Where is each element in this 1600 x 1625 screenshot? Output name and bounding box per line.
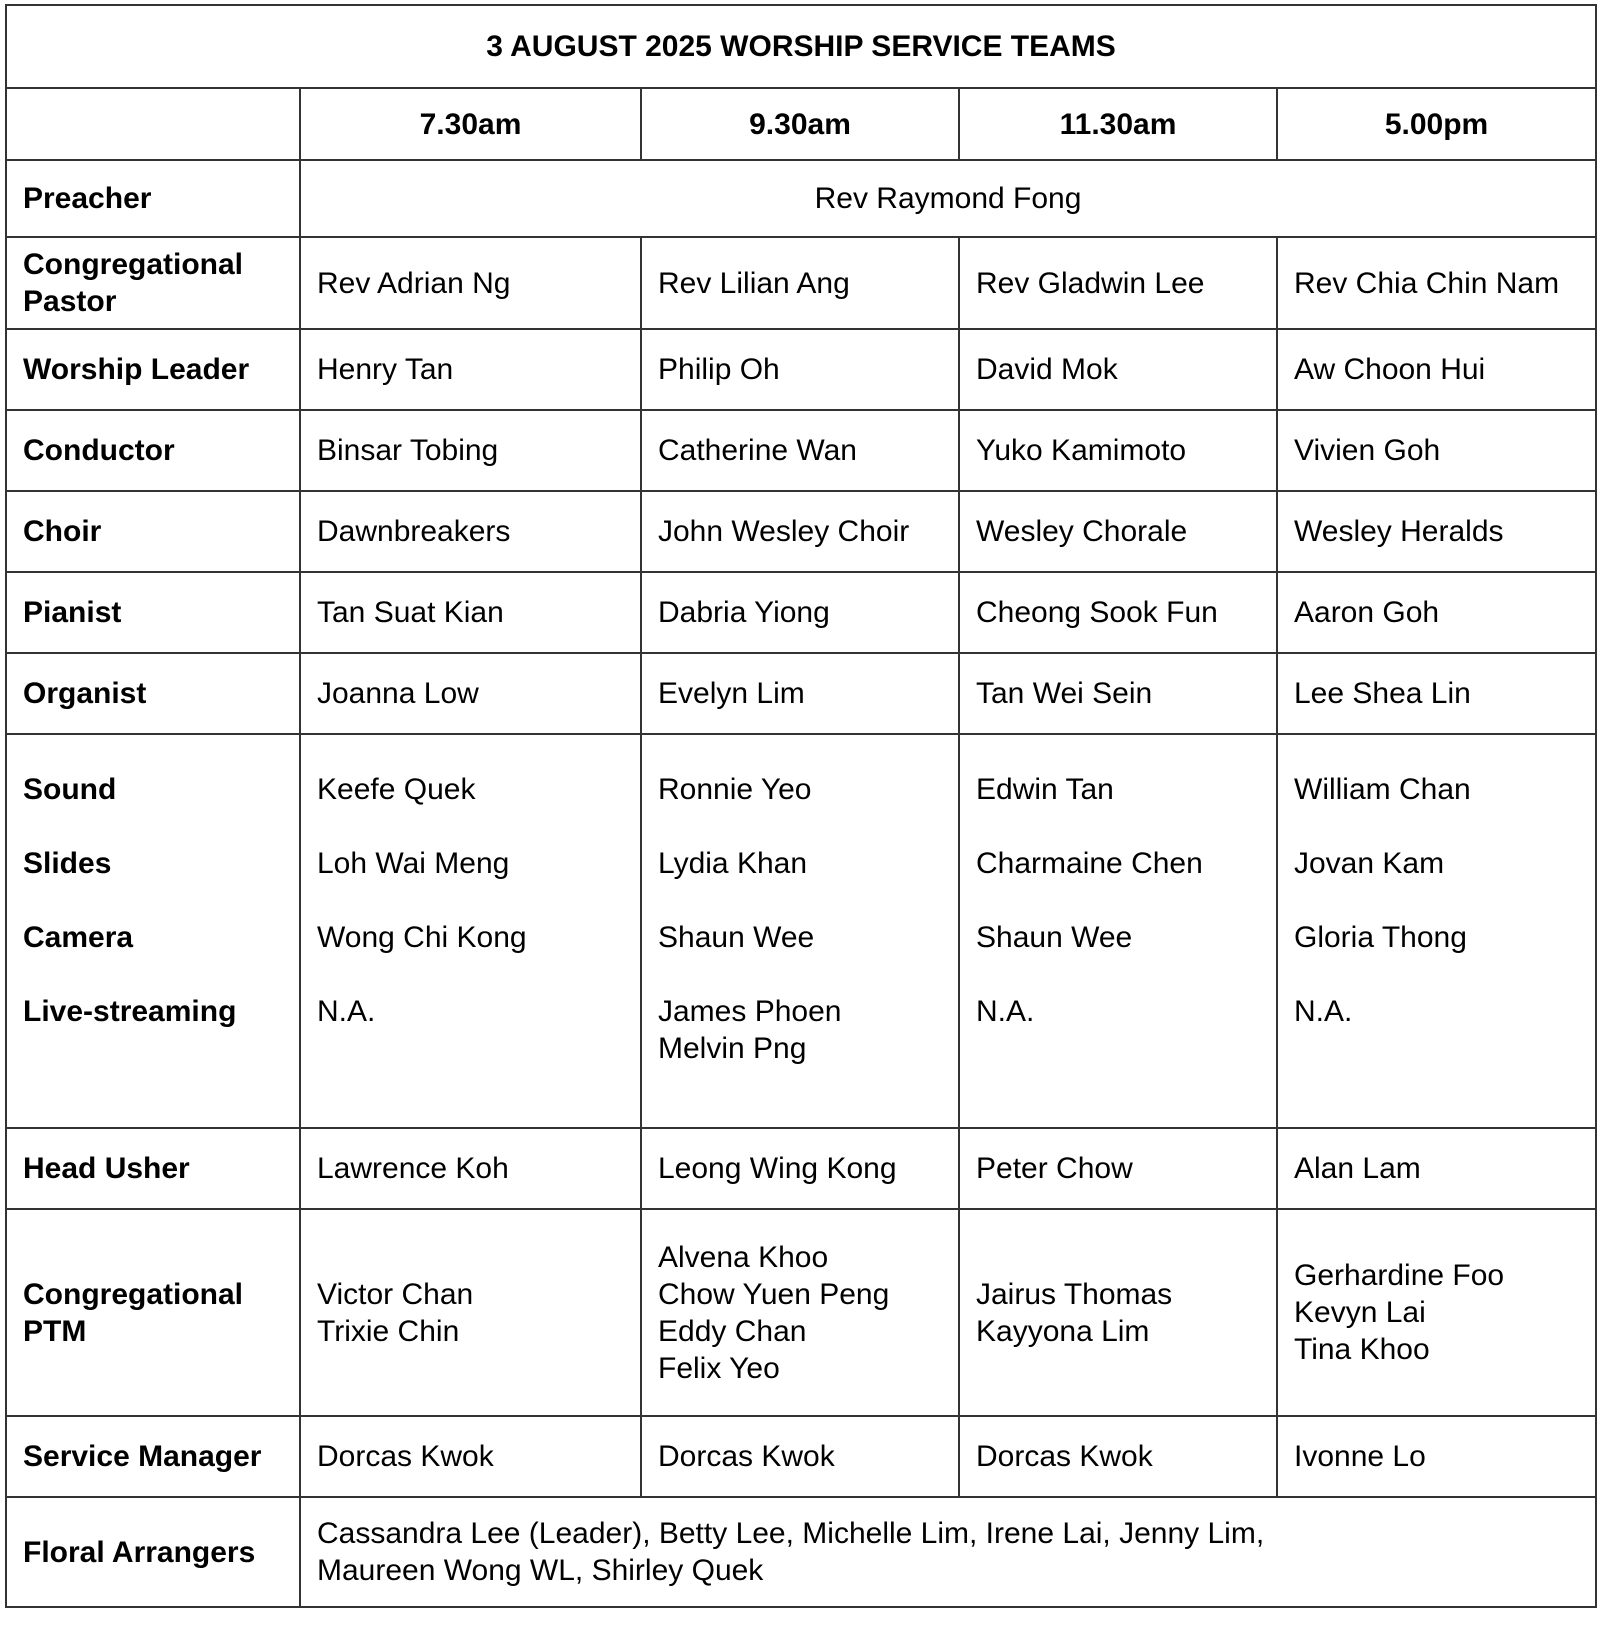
service-manager-row — [6, 1416, 1596, 1497]
time-1130: 11.30am — [959, 88, 1277, 160]
time-1700: 5.00pm — [1277, 88, 1596, 160]
floral-row — [6, 1497, 1596, 1607]
cell-value: Dorcas Kwok — [300, 1416, 641, 1497]
worship-roster-table — [5, 4, 1597, 1608]
cell-value: Ivonne Lo — [1277, 1416, 1596, 1497]
cell-value — [1277, 1209, 1596, 1416]
role-label-line: Pastor — [23, 285, 117, 318]
cell-value: Leong Wing Kong — [641, 1128, 959, 1209]
cell-value: John Wesley Choir — [641, 491, 959, 572]
ptm-name: Trixie Chin — [317, 1314, 460, 1348]
cell-value: Rev Chia Chin Nam — [1277, 237, 1596, 329]
cell-value: Vivien Goh — [1277, 410, 1596, 491]
cell-value: Aw Choon Hui — [1277, 329, 1596, 410]
ptm-name: Victor Chan — [317, 1277, 474, 1311]
cell-value: Wesley Heralds — [1277, 491, 1596, 572]
camera-name: Shaun Wee — [658, 921, 815, 954]
cell-value: Rev Lilian Ang — [641, 237, 959, 329]
preacher-name: Rev Raymond Fong — [300, 160, 1596, 237]
pianist-row — [6, 572, 1596, 653]
role-label: Service Manager — [6, 1416, 300, 1497]
sound-name: Keefe Quek — [317, 773, 476, 806]
slides-name: Loh Wai Meng — [317, 847, 510, 880]
header-empty-cell — [6, 88, 300, 160]
cell-value — [959, 1209, 1277, 1416]
role-label — [6, 734, 300, 1128]
cell-value: Lee Shea Lin — [1277, 653, 1596, 734]
cell-value: Peter Chow — [959, 1128, 1277, 1209]
live-streaming-name: N.A. — [1294, 995, 1353, 1028]
role-label: Organist — [6, 653, 300, 734]
camera-name: Shaun Wee — [976, 921, 1133, 954]
cell-value: Lawrence Koh — [300, 1128, 641, 1209]
cell-value — [641, 734, 959, 1128]
cell-value: Tan Suat Kian — [300, 572, 641, 653]
page-title: 3 AUGUST 2025 WORSHIP SERVICE TEAMS — [6, 5, 1596, 88]
pastor-row — [6, 237, 1596, 329]
cell-value — [1277, 734, 1596, 1128]
ptm-name: Kayyona Lim — [976, 1314, 1150, 1348]
cell-value: Henry Tan — [300, 329, 641, 410]
floral-line: Maureen Wong WL, Shirley Quek — [317, 1554, 764, 1587]
role-label: Floral Arrangers — [6, 1497, 300, 1607]
sound-name: William Chan — [1294, 773, 1471, 806]
cell-value: Dorcas Kwok — [959, 1416, 1277, 1497]
role-label-slides: Slides — [23, 847, 112, 880]
organist-row — [6, 653, 1596, 734]
cell-value — [300, 734, 641, 1128]
live-streaming-name: James Phoen — [658, 995, 842, 1028]
role-label-line: Congregational — [23, 1277, 244, 1311]
cell-value: Dawnbreakers — [300, 491, 641, 572]
floral-names — [300, 1497, 1596, 1607]
cell-value: Yuko Kamimoto — [959, 410, 1277, 491]
cell-value: Rev Adrian Ng — [300, 237, 641, 329]
ptm-name: Jairus Thomas — [976, 1277, 1173, 1311]
role-label — [6, 237, 300, 329]
cell-value: Catherine Wan — [641, 410, 959, 491]
role-label — [6, 1209, 300, 1416]
floral-line: Cassandra Lee (Leader), Betty Lee, Michelle Lim, Irene Lai, Jenny Lim, — [317, 1517, 1265, 1550]
role-label-line: PTM — [23, 1314, 87, 1348]
conductor-row — [6, 410, 1596, 491]
role-label: Pianist — [6, 572, 300, 653]
ptm-name: Tina Khoo — [1294, 1333, 1430, 1366]
camera-name: Wong Chi Kong — [317, 921, 527, 954]
cell-value: Cheong Sook Fun — [959, 572, 1277, 653]
ptm-row — [6, 1209, 1596, 1416]
cell-value: Dabria Yiong — [641, 572, 959, 653]
sound-name: Edwin Tan — [976, 773, 1114, 806]
role-label-camera: Camera — [23, 921, 134, 954]
live-streaming-name: N.A. — [976, 995, 1035, 1028]
choir-row — [6, 491, 1596, 572]
role-label: Worship Leader — [6, 329, 300, 410]
cell-value: Wesley Chorale — [959, 491, 1277, 572]
role-label: Conductor — [6, 410, 300, 491]
cell-value: David Mok — [959, 329, 1277, 410]
slides-name: Lydia Khan — [658, 847, 808, 880]
cell-value: Evelyn Lim — [641, 653, 959, 734]
cell-value: Joanna Low — [300, 653, 641, 734]
role-label-sound: Sound — [23, 773, 117, 806]
role-label-live-streaming: Live-streaming — [23, 995, 237, 1028]
cell-value — [959, 734, 1277, 1128]
slides-name: Jovan Kam — [1294, 847, 1445, 880]
ptm-name: Alvena Khoo — [658, 1240, 829, 1274]
role-label: Preacher — [6, 160, 300, 237]
cell-value — [300, 1209, 641, 1416]
cell-value: Aaron Goh — [1277, 572, 1596, 653]
ptm-name: Eddy Chan — [658, 1314, 807, 1348]
cell-value: Tan Wei Sein — [959, 653, 1277, 734]
role-label: Choir — [6, 491, 300, 572]
sound-name: Ronnie Yeo — [658, 773, 812, 806]
live-streaming-name: N.A. — [317, 995, 376, 1028]
head-usher-row — [6, 1128, 1596, 1209]
worship-leader-row — [6, 329, 1596, 410]
ptm-name: Gerhardine Foo — [1294, 1259, 1505, 1292]
cell-value: Binsar Tobing — [300, 410, 641, 491]
ptm-name: Chow Yuen Peng — [658, 1277, 890, 1311]
time-0930: 9.30am — [641, 88, 959, 160]
role-label: Head Usher — [6, 1128, 300, 1209]
tech-team-row — [6, 734, 1596, 1128]
cell-value: Dorcas Kwok — [641, 1416, 959, 1497]
cell-value: Alan Lam — [1277, 1128, 1596, 1209]
ptm-name: Kevyn Lai — [1294, 1296, 1426, 1329]
live-streaming-name: Melvin Png — [658, 1032, 807, 1065]
camera-name: Gloria Thong — [1294, 921, 1467, 954]
cell-value: Rev Gladwin Lee — [959, 237, 1277, 329]
cell-value — [641, 1209, 959, 1416]
time-header-row — [6, 88, 1596, 160]
role-label-line: Congregational — [23, 248, 244, 281]
cell-value: Philip Oh — [641, 329, 959, 410]
ptm-name: Felix Yeo — [658, 1351, 780, 1385]
slides-name: Charmaine Chen — [976, 847, 1203, 880]
preacher-row — [6, 160, 1596, 237]
time-0730: 7.30am — [300, 88, 641, 160]
